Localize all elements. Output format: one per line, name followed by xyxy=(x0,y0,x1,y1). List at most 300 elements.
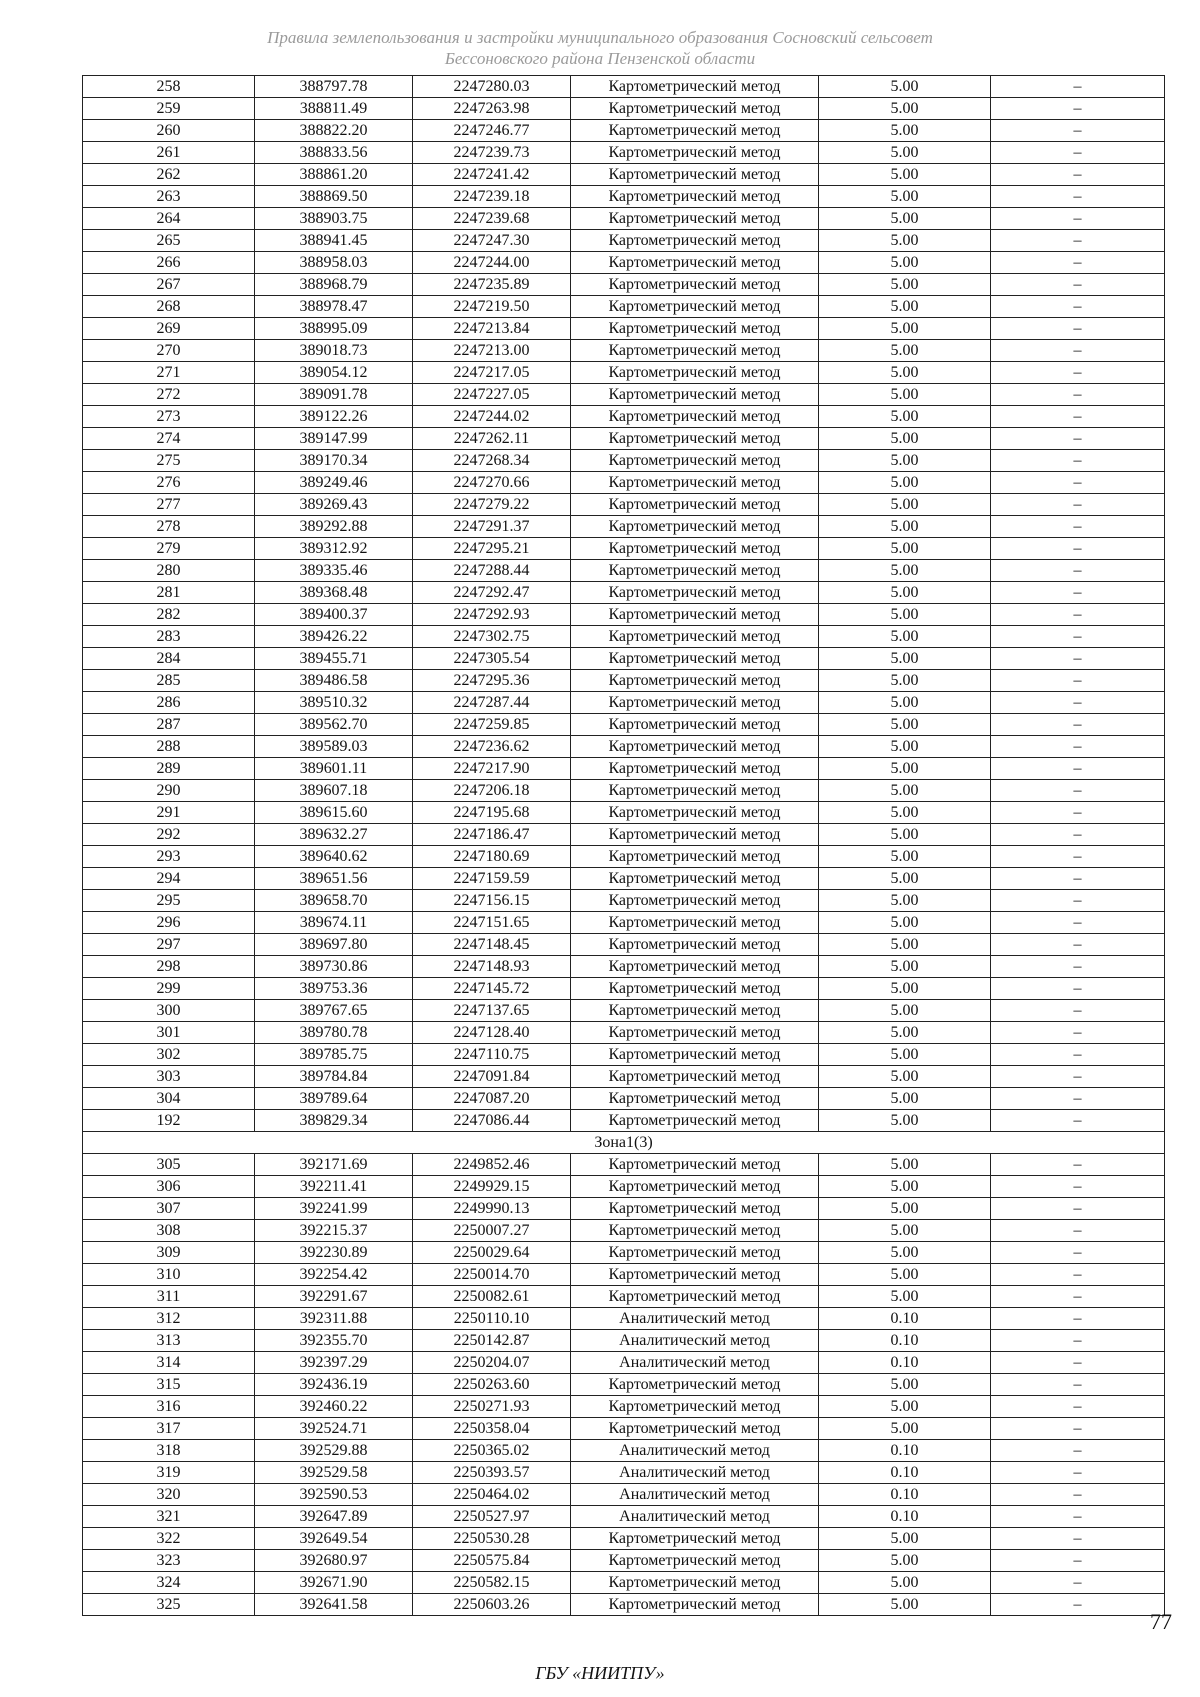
table-row xyxy=(83,1506,1165,1528)
accuracy-cell: 5.00 xyxy=(819,538,991,560)
accuracy-cell: 5.00 xyxy=(819,1572,991,1594)
y-coordinate-cell: 2247087.20 xyxy=(413,1088,571,1110)
table-row xyxy=(83,1440,1165,1462)
point-number-cell: 282 xyxy=(83,604,255,626)
point-number-cell: 314 xyxy=(83,1352,255,1374)
table-row xyxy=(83,890,1165,912)
accuracy-cell: 5.00 xyxy=(819,868,991,890)
point-number-cell: 269 xyxy=(83,318,255,340)
x-coordinate-cell: 389292.88 xyxy=(255,516,413,538)
y-coordinate-cell: 2247280.03 xyxy=(413,76,571,98)
table-row xyxy=(83,516,1165,538)
point-number-cell: 303 xyxy=(83,1066,255,1088)
accuracy-cell: 0.10 xyxy=(819,1352,991,1374)
point-number-cell: 318 xyxy=(83,1440,255,1462)
note-cell: – xyxy=(991,428,1165,450)
method-cell: Картометрический метод xyxy=(571,1154,819,1176)
note-cell: – xyxy=(991,604,1165,626)
table-row xyxy=(83,1418,1165,1440)
table-row xyxy=(83,780,1165,802)
table-row xyxy=(83,956,1165,978)
method-cell: Картометрический метод xyxy=(571,1242,819,1264)
x-coordinate-cell: 389269.43 xyxy=(255,494,413,516)
note-cell: – xyxy=(991,626,1165,648)
x-coordinate-cell: 392311.88 xyxy=(255,1308,413,1330)
method-cell: Картометрический метод xyxy=(571,538,819,560)
table-row xyxy=(83,538,1165,560)
accuracy-cell: 5.00 xyxy=(819,1176,991,1198)
table-row xyxy=(83,670,1165,692)
method-cell: Аналитический метод xyxy=(571,1484,819,1506)
point-number-cell: 266 xyxy=(83,252,255,274)
point-number-cell: 315 xyxy=(83,1374,255,1396)
x-coordinate-cell: 392397.29 xyxy=(255,1352,413,1374)
table-row xyxy=(83,604,1165,626)
y-coordinate-cell: 2247246.77 xyxy=(413,120,571,142)
x-coordinate-cell: 389147.99 xyxy=(255,428,413,450)
note-cell: – xyxy=(991,1044,1165,1066)
accuracy-cell: 5.00 xyxy=(819,164,991,186)
table-row xyxy=(83,472,1165,494)
note-cell: – xyxy=(991,1528,1165,1550)
x-coordinate-cell: 388797.78 xyxy=(255,76,413,98)
note-cell: – xyxy=(991,1330,1165,1352)
method-cell: Картометрический метод xyxy=(571,428,819,450)
table-row xyxy=(83,98,1165,120)
accuracy-cell: 5.00 xyxy=(819,1418,991,1440)
method-cell: Аналитический метод xyxy=(571,1352,819,1374)
y-coordinate-cell: 2249852.46 xyxy=(413,1154,571,1176)
y-coordinate-cell: 2247295.36 xyxy=(413,670,571,692)
y-coordinate-cell: 2247137.65 xyxy=(413,1000,571,1022)
table-row xyxy=(83,252,1165,274)
method-cell: Картометрический метод xyxy=(571,494,819,516)
table-row xyxy=(83,1528,1165,1550)
accuracy-cell: 5.00 xyxy=(819,912,991,934)
y-coordinate-cell: 2250029.64 xyxy=(413,1242,571,1264)
y-coordinate-cell: 2247259.85 xyxy=(413,714,571,736)
accuracy-cell: 5.00 xyxy=(819,736,991,758)
accuracy-cell: 5.00 xyxy=(819,626,991,648)
header-line-2: Бессоновского района Пензенской области xyxy=(444,49,756,68)
method-cell: Картометрический метод xyxy=(571,604,819,626)
y-coordinate-cell: 2247086.44 xyxy=(413,1110,571,1132)
method-cell: Картометрический метод xyxy=(571,868,819,890)
y-coordinate-cell: 2247235.89 xyxy=(413,274,571,296)
method-cell: Картометрический метод xyxy=(571,1110,819,1132)
method-cell: Картометрический метод xyxy=(571,1550,819,1572)
y-coordinate-cell: 2250358.04 xyxy=(413,1418,571,1440)
note-cell: – xyxy=(991,186,1165,208)
x-coordinate-cell: 392460.22 xyxy=(255,1396,413,1418)
table-row xyxy=(83,186,1165,208)
table-row xyxy=(83,230,1165,252)
point-number-cell: 317 xyxy=(83,1418,255,1440)
x-coordinate-cell: 389426.22 xyxy=(255,626,413,648)
table-row xyxy=(83,1176,1165,1198)
note-cell: – xyxy=(991,142,1165,164)
table-row xyxy=(83,1374,1165,1396)
y-coordinate-cell: 2247292.93 xyxy=(413,604,571,626)
accuracy-cell: 5.00 xyxy=(819,1000,991,1022)
point-number-cell: 270 xyxy=(83,340,255,362)
accuracy-cell: 5.00 xyxy=(819,582,991,604)
x-coordinate-cell: 388995.09 xyxy=(255,318,413,340)
point-number-cell: 312 xyxy=(83,1308,255,1330)
method-cell: Картометрический метод xyxy=(571,1264,819,1286)
method-cell: Картометрический метод xyxy=(571,406,819,428)
y-coordinate-cell: 2247247.30 xyxy=(413,230,571,252)
accuracy-cell: 5.00 xyxy=(819,450,991,472)
x-coordinate-cell: 389730.86 xyxy=(255,956,413,978)
y-coordinate-cell: 2247195.68 xyxy=(413,802,571,824)
y-coordinate-cell: 2247239.68 xyxy=(413,208,571,230)
note-cell: – xyxy=(991,868,1165,890)
point-number-cell: 323 xyxy=(83,1550,255,1572)
point-number-cell: 267 xyxy=(83,274,255,296)
x-coordinate-cell: 389785.75 xyxy=(255,1044,413,1066)
table-row xyxy=(83,1462,1165,1484)
y-coordinate-cell: 2250110.10 xyxy=(413,1308,571,1330)
point-number-cell: 274 xyxy=(83,428,255,450)
x-coordinate-cell: 388861.20 xyxy=(255,164,413,186)
accuracy-cell: 5.00 xyxy=(819,846,991,868)
table-row xyxy=(83,1242,1165,1264)
table-row xyxy=(83,1022,1165,1044)
y-coordinate-cell: 2247239.18 xyxy=(413,186,571,208)
point-number-cell: 292 xyxy=(83,824,255,846)
accuracy-cell: 5.00 xyxy=(819,1110,991,1132)
x-coordinate-cell: 389562.70 xyxy=(255,714,413,736)
method-cell: Картометрический метод xyxy=(571,670,819,692)
table-row xyxy=(83,648,1165,670)
point-number-cell: 192 xyxy=(83,1110,255,1132)
x-coordinate-cell: 388811.49 xyxy=(255,98,413,120)
coordinates-table xyxy=(82,75,1165,1616)
point-number-cell: 291 xyxy=(83,802,255,824)
method-cell: Картометрический метод xyxy=(571,1528,819,1550)
note-cell: – xyxy=(991,76,1165,98)
table-row xyxy=(83,978,1165,1000)
note-cell: – xyxy=(991,1000,1165,1022)
method-cell: Картометрический метод xyxy=(571,472,819,494)
point-number-cell: 320 xyxy=(83,1484,255,1506)
method-cell: Картометрический метод xyxy=(571,1572,819,1594)
table-row xyxy=(83,296,1165,318)
note-cell: – xyxy=(991,450,1165,472)
method-cell: Картометрический метод xyxy=(571,934,819,956)
note-cell: – xyxy=(991,1066,1165,1088)
accuracy-cell: 5.00 xyxy=(819,1022,991,1044)
note-cell: – xyxy=(991,362,1165,384)
note-cell: – xyxy=(991,1484,1165,1506)
point-number-cell: 302 xyxy=(83,1044,255,1066)
accuracy-cell: 5.00 xyxy=(819,296,991,318)
y-coordinate-cell: 2247295.21 xyxy=(413,538,571,560)
y-coordinate-cell: 2247292.47 xyxy=(413,582,571,604)
point-number-cell: 321 xyxy=(83,1506,255,1528)
method-cell: Картометрический метод xyxy=(571,714,819,736)
accuracy-cell: 5.00 xyxy=(819,318,991,340)
accuracy-cell: 0.10 xyxy=(819,1440,991,1462)
accuracy-cell: 5.00 xyxy=(819,1242,991,1264)
y-coordinate-cell: 2247263.98 xyxy=(413,98,571,120)
x-coordinate-cell: 389784.84 xyxy=(255,1066,413,1088)
point-number-cell: 313 xyxy=(83,1330,255,1352)
accuracy-cell: 5.00 xyxy=(819,1550,991,1572)
accuracy-cell: 5.00 xyxy=(819,1066,991,1088)
method-cell: Картометрический метод xyxy=(571,274,819,296)
method-cell: Картометрический метод xyxy=(571,956,819,978)
method-cell: Картометрический метод xyxy=(571,362,819,384)
accuracy-cell: 5.00 xyxy=(819,1088,991,1110)
y-coordinate-cell: 2247287.44 xyxy=(413,692,571,714)
method-cell: Аналитический метод xyxy=(571,1440,819,1462)
method-cell: Картометрический метод xyxy=(571,1044,819,1066)
x-coordinate-cell: 389368.48 xyxy=(255,582,413,604)
method-cell: Картометрический метод xyxy=(571,98,819,120)
y-coordinate-cell: 2250263.60 xyxy=(413,1374,571,1396)
accuracy-cell: 5.00 xyxy=(819,76,991,98)
x-coordinate-cell: 392641.58 xyxy=(255,1594,413,1616)
method-cell: Картометрический метод xyxy=(571,296,819,318)
x-coordinate-cell: 388958.03 xyxy=(255,252,413,274)
method-cell: Картометрический метод xyxy=(571,1396,819,1418)
x-coordinate-cell: 389510.32 xyxy=(255,692,413,714)
note-cell: – xyxy=(991,780,1165,802)
method-cell: Картометрический метод xyxy=(571,1088,819,1110)
note-cell: – xyxy=(991,494,1165,516)
note-cell: – xyxy=(991,296,1165,318)
x-coordinate-cell: 392649.54 xyxy=(255,1528,413,1550)
point-number-cell: 288 xyxy=(83,736,255,758)
point-number-cell: 278 xyxy=(83,516,255,538)
table-row xyxy=(83,362,1165,384)
table-row xyxy=(83,736,1165,758)
table-row xyxy=(83,274,1165,296)
x-coordinate-cell: 389829.34 xyxy=(255,1110,413,1132)
accuracy-cell: 5.00 xyxy=(819,780,991,802)
accuracy-cell: 5.00 xyxy=(819,142,991,164)
accuracy-cell: 5.00 xyxy=(819,428,991,450)
x-coordinate-cell: 389789.64 xyxy=(255,1088,413,1110)
method-cell: Картометрический метод xyxy=(571,252,819,274)
x-coordinate-cell: 392671.90 xyxy=(255,1572,413,1594)
x-coordinate-cell: 388968.79 xyxy=(255,274,413,296)
point-number-cell: 279 xyxy=(83,538,255,560)
note-cell: – xyxy=(991,934,1165,956)
accuracy-cell: 5.00 xyxy=(819,274,991,296)
method-cell: Картометрический метод xyxy=(571,560,819,582)
y-coordinate-cell: 2249929.15 xyxy=(413,1176,571,1198)
point-number-cell: 319 xyxy=(83,1462,255,1484)
table-row xyxy=(83,384,1165,406)
y-coordinate-cell: 2250527.97 xyxy=(413,1506,571,1528)
y-coordinate-cell: 2247279.22 xyxy=(413,494,571,516)
x-coordinate-cell: 389249.46 xyxy=(255,472,413,494)
table-row xyxy=(83,868,1165,890)
y-coordinate-cell: 2247244.02 xyxy=(413,406,571,428)
method-cell: Картометрический метод xyxy=(571,846,819,868)
accuracy-cell: 5.00 xyxy=(819,824,991,846)
method-cell: Картометрический метод xyxy=(571,1594,819,1616)
note-cell: – xyxy=(991,648,1165,670)
method-cell: Картометрический метод xyxy=(571,890,819,912)
point-number-cell: 296 xyxy=(83,912,255,934)
accuracy-cell: 5.00 xyxy=(819,692,991,714)
accuracy-cell: 5.00 xyxy=(819,98,991,120)
accuracy-cell: 5.00 xyxy=(819,186,991,208)
table-row xyxy=(83,1572,1165,1594)
accuracy-cell: 5.00 xyxy=(819,1374,991,1396)
x-coordinate-cell: 389651.56 xyxy=(255,868,413,890)
point-number-cell: 309 xyxy=(83,1242,255,1264)
y-coordinate-cell: 2247268.34 xyxy=(413,450,571,472)
y-coordinate-cell: 2249990.13 xyxy=(413,1198,571,1220)
method-cell: Картометрический метод xyxy=(571,340,819,362)
document-footer: ГБУ «НИИТПУ» xyxy=(535,1663,665,1683)
accuracy-cell: 5.00 xyxy=(819,1198,991,1220)
note-cell: – xyxy=(991,956,1165,978)
y-coordinate-cell: 2247145.72 xyxy=(413,978,571,1000)
y-coordinate-cell: 2247244.00 xyxy=(413,252,571,274)
y-coordinate-cell: 2250271.93 xyxy=(413,1396,571,1418)
table-row xyxy=(83,120,1165,142)
point-number-cell: 271 xyxy=(83,362,255,384)
table-row xyxy=(83,1594,1165,1616)
x-coordinate-cell: 388941.45 xyxy=(255,230,413,252)
y-coordinate-cell: 2250575.84 xyxy=(413,1550,571,1572)
point-number-cell: 299 xyxy=(83,978,255,1000)
table-row xyxy=(83,1330,1165,1352)
table-row xyxy=(83,714,1165,736)
y-coordinate-cell: 2250393.57 xyxy=(413,1462,571,1484)
header-line-1: Правила землепользования и застройки муниципального образования Сосновский сельсовет xyxy=(267,28,933,47)
method-cell: Картометрический метод xyxy=(571,802,819,824)
table-row xyxy=(83,494,1165,516)
x-coordinate-cell: 392211.41 xyxy=(255,1176,413,1198)
method-cell: Картометрический метод xyxy=(571,1220,819,1242)
accuracy-cell: 5.00 xyxy=(819,1044,991,1066)
note-cell: – xyxy=(991,846,1165,868)
point-number-cell: 277 xyxy=(83,494,255,516)
table-row xyxy=(83,208,1165,230)
y-coordinate-cell: 2250365.02 xyxy=(413,1440,571,1462)
accuracy-cell: 0.10 xyxy=(819,1462,991,1484)
y-coordinate-cell: 2247291.37 xyxy=(413,516,571,538)
x-coordinate-cell: 392254.42 xyxy=(255,1264,413,1286)
note-cell: – xyxy=(991,582,1165,604)
note-cell: – xyxy=(991,758,1165,780)
note-cell: – xyxy=(991,692,1165,714)
accuracy-cell: 0.10 xyxy=(819,1308,991,1330)
x-coordinate-cell: 392436.19 xyxy=(255,1374,413,1396)
table-row xyxy=(83,1352,1165,1374)
x-coordinate-cell: 392241.99 xyxy=(255,1198,413,1220)
point-number-cell: 304 xyxy=(83,1088,255,1110)
method-cell: Аналитический метод xyxy=(571,1308,819,1330)
note-cell: – xyxy=(991,538,1165,560)
note-cell: – xyxy=(991,1550,1165,1572)
accuracy-cell: 5.00 xyxy=(819,1220,991,1242)
point-number-cell: 273 xyxy=(83,406,255,428)
note-cell: – xyxy=(991,1110,1165,1132)
x-coordinate-cell: 388869.50 xyxy=(255,186,413,208)
method-cell: Картометрический метод xyxy=(571,1000,819,1022)
y-coordinate-cell: 2247262.11 xyxy=(413,428,571,450)
x-coordinate-cell: 392680.97 xyxy=(255,1550,413,1572)
point-number-cell: 284 xyxy=(83,648,255,670)
accuracy-cell: 5.00 xyxy=(819,890,991,912)
point-number-cell: 305 xyxy=(83,1154,255,1176)
x-coordinate-cell: 389640.62 xyxy=(255,846,413,868)
note-cell: – xyxy=(991,384,1165,406)
method-cell: Картометрический метод xyxy=(571,384,819,406)
y-coordinate-cell: 2247227.05 xyxy=(413,384,571,406)
y-coordinate-cell: 2247151.65 xyxy=(413,912,571,934)
x-coordinate-cell: 392647.89 xyxy=(255,1506,413,1528)
accuracy-cell: 5.00 xyxy=(819,208,991,230)
method-cell: Картометрический метод xyxy=(571,450,819,472)
table-row xyxy=(83,1154,1165,1176)
note-cell: – xyxy=(991,802,1165,824)
accuracy-cell: 5.00 xyxy=(819,120,991,142)
point-number-cell: 289 xyxy=(83,758,255,780)
y-coordinate-cell: 2247217.05 xyxy=(413,362,571,384)
table-row xyxy=(83,846,1165,868)
table-row xyxy=(83,1066,1165,1088)
point-number-cell: 261 xyxy=(83,142,255,164)
method-cell: Картометрический метод xyxy=(571,758,819,780)
y-coordinate-cell: 2247288.44 xyxy=(413,560,571,582)
point-number-cell: 297 xyxy=(83,934,255,956)
table-row xyxy=(83,406,1165,428)
point-number-cell: 281 xyxy=(83,582,255,604)
accuracy-cell: 5.00 xyxy=(819,560,991,582)
note-cell: – xyxy=(991,560,1165,582)
note-cell: – xyxy=(991,120,1165,142)
method-cell: Картометрический метод xyxy=(571,626,819,648)
note-cell: – xyxy=(991,1462,1165,1484)
table-row xyxy=(83,450,1165,472)
x-coordinate-cell: 388822.20 xyxy=(255,120,413,142)
method-cell: Картометрический метод xyxy=(571,824,819,846)
note-cell: – xyxy=(991,340,1165,362)
note-cell: – xyxy=(991,1506,1165,1528)
y-coordinate-cell: 2250603.26 xyxy=(413,1594,571,1616)
note-cell: – xyxy=(991,1264,1165,1286)
x-coordinate-cell: 389780.78 xyxy=(255,1022,413,1044)
note-cell: – xyxy=(991,274,1165,296)
point-number-cell: 295 xyxy=(83,890,255,912)
y-coordinate-cell: 2247241.42 xyxy=(413,164,571,186)
method-cell: Картометрический метод xyxy=(571,76,819,98)
note-cell: – xyxy=(991,98,1165,120)
point-number-cell: 301 xyxy=(83,1022,255,1044)
table-row xyxy=(83,340,1165,362)
table-row xyxy=(83,582,1165,604)
accuracy-cell: 5.00 xyxy=(819,714,991,736)
table-row xyxy=(83,1110,1165,1132)
accuracy-cell: 5.00 xyxy=(819,1528,991,1550)
accuracy-cell: 5.00 xyxy=(819,670,991,692)
x-coordinate-cell: 388903.75 xyxy=(255,208,413,230)
point-number-cell: 290 xyxy=(83,780,255,802)
table-row xyxy=(83,1220,1165,1242)
x-coordinate-cell: 389054.12 xyxy=(255,362,413,384)
x-coordinate-cell: 389615.60 xyxy=(255,802,413,824)
y-coordinate-cell: 2250014.70 xyxy=(413,1264,571,1286)
